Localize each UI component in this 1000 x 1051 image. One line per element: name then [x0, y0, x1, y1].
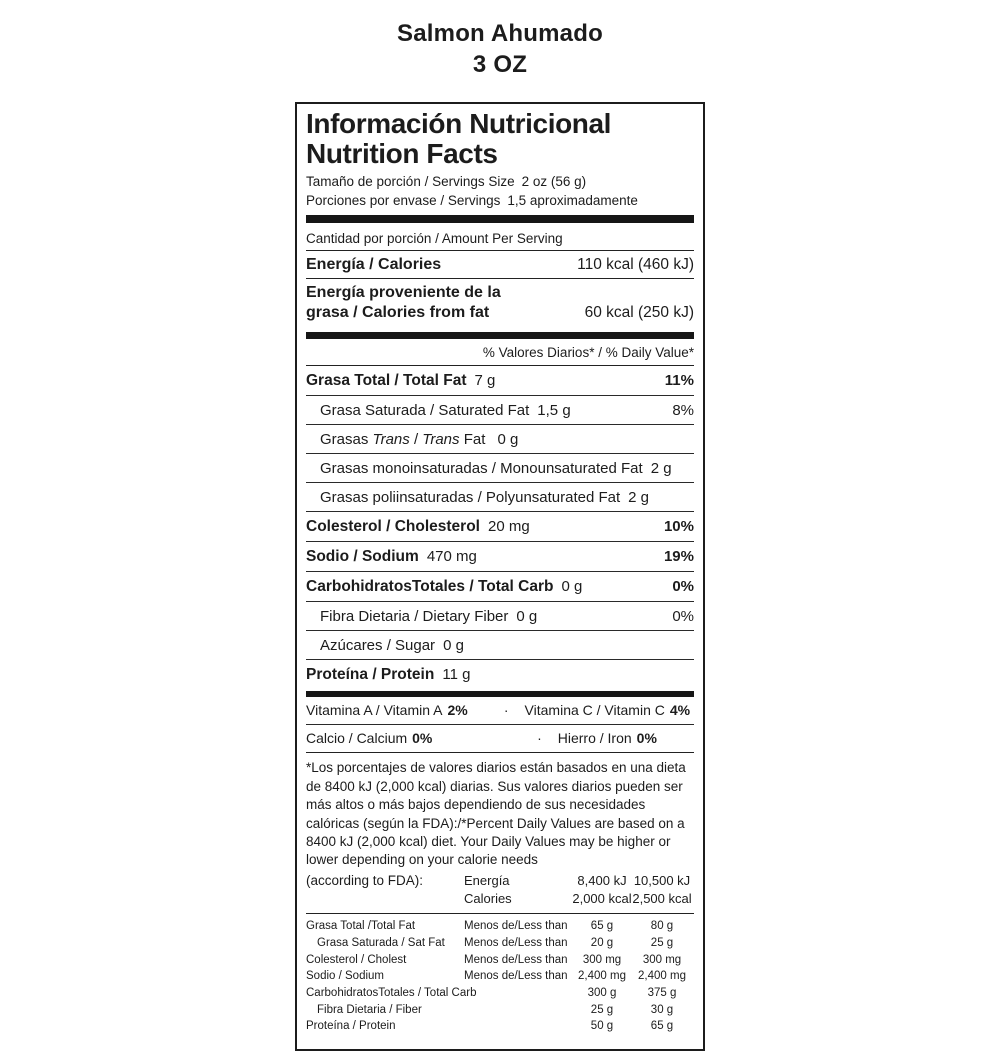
page-title [0, 18, 1000, 80]
nutrient-row-total-carb: CarbohidratosTotales / Total Carb 0 g 0% [306, 571, 694, 601]
thick-divider-bar [306, 332, 694, 339]
label-title-es: Información Nutricional [306, 108, 612, 140]
nutrient-row-dietary-fiber: Fibra Dietaria / Dietary Fiber 0 g 0% [306, 601, 694, 630]
nutrient-row-trans-fat: Grasas Trans / Trans Fat 0 g [306, 424, 694, 453]
vitamin-row-calcium-iron: Calcio / Calcium 0% · Hierro / Iron 0% [306, 724, 694, 752]
ref-row-name: Proteína / Protein [306, 1020, 396, 1033]
nutrient-row-monounsaturated-fat: Grasas monoinsaturadas / Monounsaturated Fat 2 g [306, 453, 694, 482]
vitamin-row-a-c: Vitamina A / Vitamin A 2% · Vitamina C / Vitamin C 4% [306, 702, 691, 719]
product-size: 3 OZ [472, 51, 528, 79]
reference-table: Grasa Total /Total Fat Menos de/Less than 65 g 80 g Grasa Saturada / Sat Fat Menos de/Less than 20 g 25 g Colesterol / Cholest Menos de/Less than 300 mg 300 mg Sodio / Sodium Menos de/Less than 2,400 mg 2,400 mg CarbohidratosTotales / Total Carb 300 g 375 g Fibra Dietaria / Fiber 25 g 30 g Proteína / Protein 50 g 65 g [306, 913, 694, 1035]
ref-row-name: Grasa Total /Total Fat [306, 920, 416, 933]
calories-label: Energía / Calories [306, 256, 442, 274]
calories-from-fat-value: 60 kcal (250 kJ) [584, 304, 694, 322]
calories-from-fat-row [306, 278, 694, 328]
nutrient-row-cholesterol: Colesterol / Cholesterol 20 mg 10% [306, 511, 694, 541]
nutrient-row-sugar: Azúcares / Sugar 0 g [306, 630, 694, 659]
dot-separator: · [537, 730, 542, 747]
nutrient-row-polyunsaturated-fat: Grasas poliinsaturadas / Polyunsaturated Fat 2 g [306, 482, 694, 511]
calories-row [306, 250, 694, 278]
calories-from-fat-label: Energía proveniente de la grasa / Calories from fat [306, 284, 501, 322]
servings-per-container-line: Porciones por envase / Servings 1,5 aproximadamente [306, 192, 638, 208]
amount-per-serving-line: Cantidad por porción / Amount Per Serving [306, 231, 563, 247]
footnote-last-line: (according to FDA): [306, 872, 424, 888]
daily-value-header: % Valores Diarios* / % Daily Value* [306, 339, 694, 366]
product-name: Salmon Ahumado [397, 20, 603, 47]
energy-reference-header: (according to FDA): Energía 8,400 kJ 10,500 kJ Calories 2,000 kcal 2,500 kcal [306, 872, 692, 907]
serving-size-line: Tamaño de porción / Servings Size 2 oz (56 g) [306, 173, 587, 189]
thick-divider-bar [306, 215, 694, 223]
ref-row-name: Colesterol / Cholest [306, 953, 407, 966]
ref-row-name: Sodio / Sodium [306, 970, 384, 983]
nutrient-row-saturated-fat: Grasa Saturada / Saturated Fat 1,5 g 8% [306, 395, 694, 424]
nutrient-row-total-fat: Grasa Total / Total Fat 7 g 11% [306, 371, 694, 389]
nutrition-facts-label [295, 102, 705, 1051]
ref-row-name: CarbohidratosTotales / Total Carb [306, 987, 477, 999]
daily-values-footnote: *Los porcentajes de valores diarios están basados en una dieta de 8400 kJ (2,000 kcal) diarias. Sus valores diarios pueden ser más altos o más bajos dependiendo de sus necesidades calóricas (según la FDA):/*Percent Daily Values are based on a 8400 kJ (2,000 kcal) diet. Your Daily Values may be higher or lower depending on your calorie needs [306, 760, 686, 868]
nutrient-row-protein: Proteína / Protein 11 g [306, 659, 694, 689]
ref-row-name: Fibra Dietaria / Fiber [317, 1003, 422, 1016]
dot-separator: · [503, 702, 509, 719]
calories-value: 110 kcal (460 kJ) [577, 256, 694, 274]
label-title-en: Nutrition Facts [306, 138, 498, 170]
ref-row-name: Grasa Saturada / Sat Fat [317, 936, 445, 949]
nutrient-row-sodium: Sodio / Sodium 470 mg 19% [306, 541, 694, 571]
